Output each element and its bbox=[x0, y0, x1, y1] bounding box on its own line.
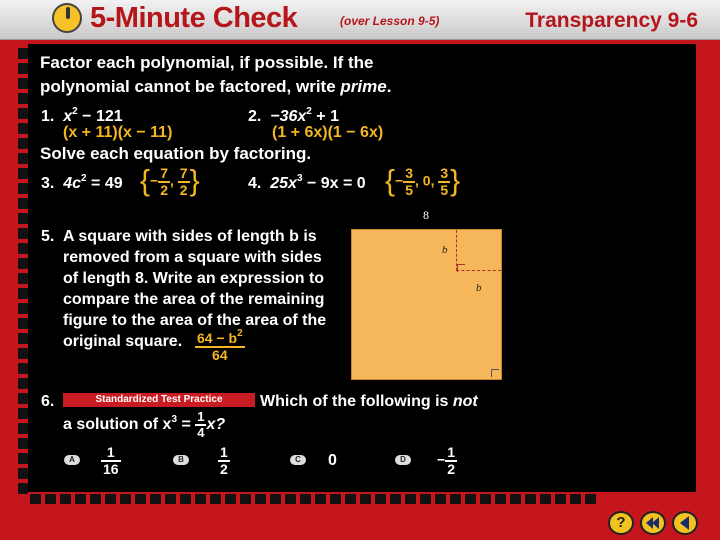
option-c-badge[interactable]: C bbox=[290, 455, 306, 465]
previous-button[interactable] bbox=[672, 511, 698, 535]
q5-line: removed from a square with sides bbox=[63, 249, 322, 266]
numerator-text: 64 − b bbox=[197, 330, 238, 346]
rewind-icon bbox=[642, 513, 664, 533]
film-hole bbox=[60, 494, 71, 504]
denominator: 2 bbox=[220, 460, 228, 477]
film-hole bbox=[300, 494, 311, 504]
q5-line: compare the area of the remaining bbox=[63, 291, 325, 308]
option-c[interactable]: 0 bbox=[328, 452, 337, 469]
film-hole bbox=[540, 494, 551, 504]
denominator: 5 bbox=[440, 181, 449, 198]
numerator: 1 bbox=[197, 409, 205, 424]
film-hole bbox=[390, 494, 401, 504]
q2-exp: 2 bbox=[306, 106, 312, 117]
numerator: 1 bbox=[101, 445, 121, 462]
film-hole bbox=[330, 494, 341, 504]
film-hole bbox=[45, 494, 56, 504]
film-hole bbox=[120, 494, 131, 504]
q1-exp: 2 bbox=[72, 106, 78, 117]
answer-2: (1 + 6x)(1 − 6x) bbox=[272, 124, 384, 141]
film-hole bbox=[195, 494, 206, 504]
denominator: 4 bbox=[197, 424, 205, 440]
option-a[interactable] bbox=[101, 445, 121, 476]
close-brace: } bbox=[189, 164, 200, 198]
intro-line-2 bbox=[40, 77, 391, 97]
film-hole bbox=[360, 494, 371, 504]
q5-line: A square with sides of length b is bbox=[63, 228, 317, 245]
q4-number: 4. bbox=[248, 175, 262, 192]
film-hole bbox=[90, 494, 101, 504]
transparency-label: Transparency 9-6 bbox=[525, 9, 698, 32]
film-hole bbox=[18, 348, 28, 359]
fraction bbox=[195, 410, 206, 439]
q5-number: 5. bbox=[41, 228, 55, 245]
denominator: 64 bbox=[212, 346, 228, 363]
film-hole bbox=[18, 78, 28, 89]
help-icon: ? bbox=[616, 514, 626, 531]
film-hole bbox=[18, 333, 28, 344]
film-hole bbox=[255, 494, 266, 504]
q6-italic: not bbox=[452, 393, 478, 410]
film-hole bbox=[435, 494, 446, 504]
film-hole bbox=[18, 228, 28, 239]
film-hole bbox=[105, 494, 116, 504]
film-hole bbox=[285, 494, 296, 504]
film-hole bbox=[165, 494, 176, 504]
film-hole bbox=[18, 258, 28, 269]
close-brace: } bbox=[450, 164, 461, 198]
q6-equals: = bbox=[177, 415, 196, 433]
film-hole bbox=[315, 494, 326, 504]
film-hole bbox=[18, 363, 28, 374]
q2-expr: −36x bbox=[270, 108, 307, 125]
film-hole bbox=[135, 494, 146, 504]
right-angle-marker bbox=[491, 369, 499, 377]
inner-side-label: b bbox=[442, 244, 448, 256]
film-hole bbox=[465, 494, 476, 504]
fraction bbox=[445, 445, 457, 476]
film-hole bbox=[450, 494, 461, 504]
numerator: 3 bbox=[440, 165, 449, 181]
film-hole bbox=[210, 494, 221, 504]
intro-text: polynomial cannot be factored, write bbox=[40, 77, 341, 96]
q3-expr: 4c bbox=[63, 175, 82, 192]
question-4 bbox=[248, 173, 366, 193]
film-holes-bottom bbox=[30, 494, 600, 508]
film-hole bbox=[75, 494, 86, 504]
minus-sign: − bbox=[437, 451, 446, 468]
film-hole bbox=[18, 48, 28, 59]
film-hole bbox=[18, 93, 28, 104]
film-hole bbox=[375, 494, 386, 504]
rewind-button[interactable] bbox=[640, 511, 666, 535]
film-hole bbox=[18, 153, 28, 164]
fraction bbox=[195, 329, 245, 362]
q4-rest: − 9x = 0 bbox=[302, 175, 366, 192]
answer-4: {− $\frac{3}{5}$ , 0, $\frac{3}{5}$ } bbox=[385, 164, 461, 198]
intro-line-1: Factor each polynomial, if possible. If the bbox=[40, 53, 374, 72]
q6-end: x? bbox=[206, 415, 226, 433]
film-hole bbox=[555, 494, 566, 504]
denominator: 2 bbox=[447, 460, 455, 477]
film-hole bbox=[180, 494, 191, 504]
film-hole bbox=[420, 494, 431, 504]
numerator: 1 bbox=[220, 444, 228, 460]
numerator: 7 bbox=[179, 165, 188, 181]
fraction bbox=[158, 166, 170, 197]
film-hole bbox=[30, 494, 41, 504]
question-2 bbox=[248, 106, 339, 126]
film-hole bbox=[18, 483, 28, 494]
film-hole bbox=[18, 243, 28, 254]
numerator bbox=[195, 329, 245, 348]
figure-side-label: 8 bbox=[423, 208, 429, 222]
question-3 bbox=[41, 173, 123, 193]
denominator: 16 bbox=[103, 460, 119, 477]
square-figure bbox=[351, 229, 502, 380]
numerator: 3 bbox=[405, 165, 414, 181]
fraction bbox=[218, 445, 230, 476]
film-hole bbox=[570, 494, 581, 504]
film-hole bbox=[18, 183, 28, 194]
section-heading: Solve each equation by factoring. bbox=[40, 144, 312, 163]
q1-rest: − 121 bbox=[77, 108, 123, 125]
option-d-badge[interactable]: D bbox=[395, 455, 411, 465]
denominator: 5 bbox=[405, 181, 414, 198]
q4-expr: 25x bbox=[270, 175, 297, 192]
film-hole bbox=[18, 168, 28, 179]
q3-exp: 2 bbox=[81, 173, 87, 184]
q5-line: of length 8. Write an expression to bbox=[63, 270, 325, 287]
lesson-subtitle: (over Lesson 9-5) bbox=[340, 14, 440, 28]
help-button[interactable] bbox=[608, 511, 634, 535]
option-b[interactable] bbox=[218, 445, 230, 476]
film-hole bbox=[18, 288, 28, 299]
film-hole bbox=[495, 494, 506, 504]
open-brace: { bbox=[140, 164, 151, 198]
film-hole bbox=[18, 393, 28, 404]
film-hole bbox=[525, 494, 536, 504]
numerator: 7 bbox=[160, 165, 169, 181]
film-hole bbox=[18, 468, 28, 479]
film-hole bbox=[18, 438, 28, 449]
film-hole bbox=[225, 494, 236, 504]
film-hole bbox=[405, 494, 416, 504]
answer-3: {− $\frac{7}{2}$ , $\frac{7}{2}$ } bbox=[140, 164, 200, 198]
film-hole bbox=[585, 494, 596, 504]
q6-text: Which of the following is bbox=[260, 393, 453, 410]
option-a-badge[interactable]: A bbox=[64, 455, 80, 465]
q1-expr: x bbox=[63, 108, 73, 125]
middle-value: , 0, bbox=[415, 172, 439, 189]
fraction bbox=[178, 166, 190, 197]
answer-5 bbox=[195, 329, 245, 362]
film-hole bbox=[18, 378, 28, 389]
q3-number: 3. bbox=[41, 175, 55, 192]
numerator-exp: 2 bbox=[237, 328, 243, 339]
standardized-test-badge: Standardized Test Practice bbox=[63, 393, 255, 407]
film-hole bbox=[18, 453, 28, 464]
film-hole bbox=[18, 123, 28, 134]
film-hole bbox=[18, 318, 28, 329]
option-d[interactable] bbox=[437, 445, 457, 476]
numerator: 1 bbox=[447, 444, 455, 460]
film-hole bbox=[18, 408, 28, 419]
film-hole bbox=[18, 198, 28, 209]
denominator: 2 bbox=[160, 181, 169, 198]
q2-number: 2. bbox=[248, 108, 262, 125]
option-b-badge[interactable]: B bbox=[173, 455, 189, 465]
q1-number: 1. bbox=[41, 108, 55, 125]
q2-rest: + 1 bbox=[311, 108, 339, 125]
q6-text: a solution of x bbox=[63, 415, 172, 433]
film-hole bbox=[480, 494, 491, 504]
fraction bbox=[101, 445, 121, 476]
film-hole bbox=[18, 303, 28, 314]
film-hole bbox=[18, 273, 28, 284]
film-hole bbox=[510, 494, 521, 504]
fraction bbox=[438, 166, 450, 197]
q6-exp: 3 bbox=[171, 413, 178, 425]
film-hole bbox=[18, 63, 28, 74]
film-hole bbox=[18, 108, 28, 119]
fraction bbox=[403, 166, 415, 197]
film-hole bbox=[270, 494, 281, 504]
intro-end: . bbox=[386, 77, 392, 96]
q5-line: original square. bbox=[63, 333, 183, 350]
film-hole bbox=[18, 213, 28, 224]
open-brace: { bbox=[385, 164, 396, 198]
q5-line: figure to the area of the area of the bbox=[63, 312, 327, 329]
denominator: 2 bbox=[179, 181, 188, 198]
film-hole bbox=[18, 138, 28, 149]
question-1 bbox=[41, 106, 123, 126]
page-title: 5-Minute Check bbox=[90, 2, 298, 34]
right-angle-marker bbox=[457, 264, 465, 272]
clock-icon bbox=[52, 3, 82, 33]
film-hole bbox=[240, 494, 251, 504]
q4-exp: 3 bbox=[296, 173, 303, 184]
film-hole bbox=[150, 494, 161, 504]
intro-italic: prime bbox=[340, 77, 387, 96]
film-hole bbox=[345, 494, 356, 504]
inner-side-label: b bbox=[476, 282, 482, 294]
q3-rest: = 49 bbox=[86, 175, 123, 192]
q6-text-2 bbox=[63, 410, 225, 439]
film-hole bbox=[18, 423, 28, 434]
previous-icon bbox=[674, 513, 696, 533]
answer-1: (x + 11)(x − 11) bbox=[63, 124, 173, 141]
q6-text-1 bbox=[260, 393, 478, 411]
header-bar bbox=[0, 0, 720, 40]
q6-number: 6. bbox=[41, 393, 55, 410]
